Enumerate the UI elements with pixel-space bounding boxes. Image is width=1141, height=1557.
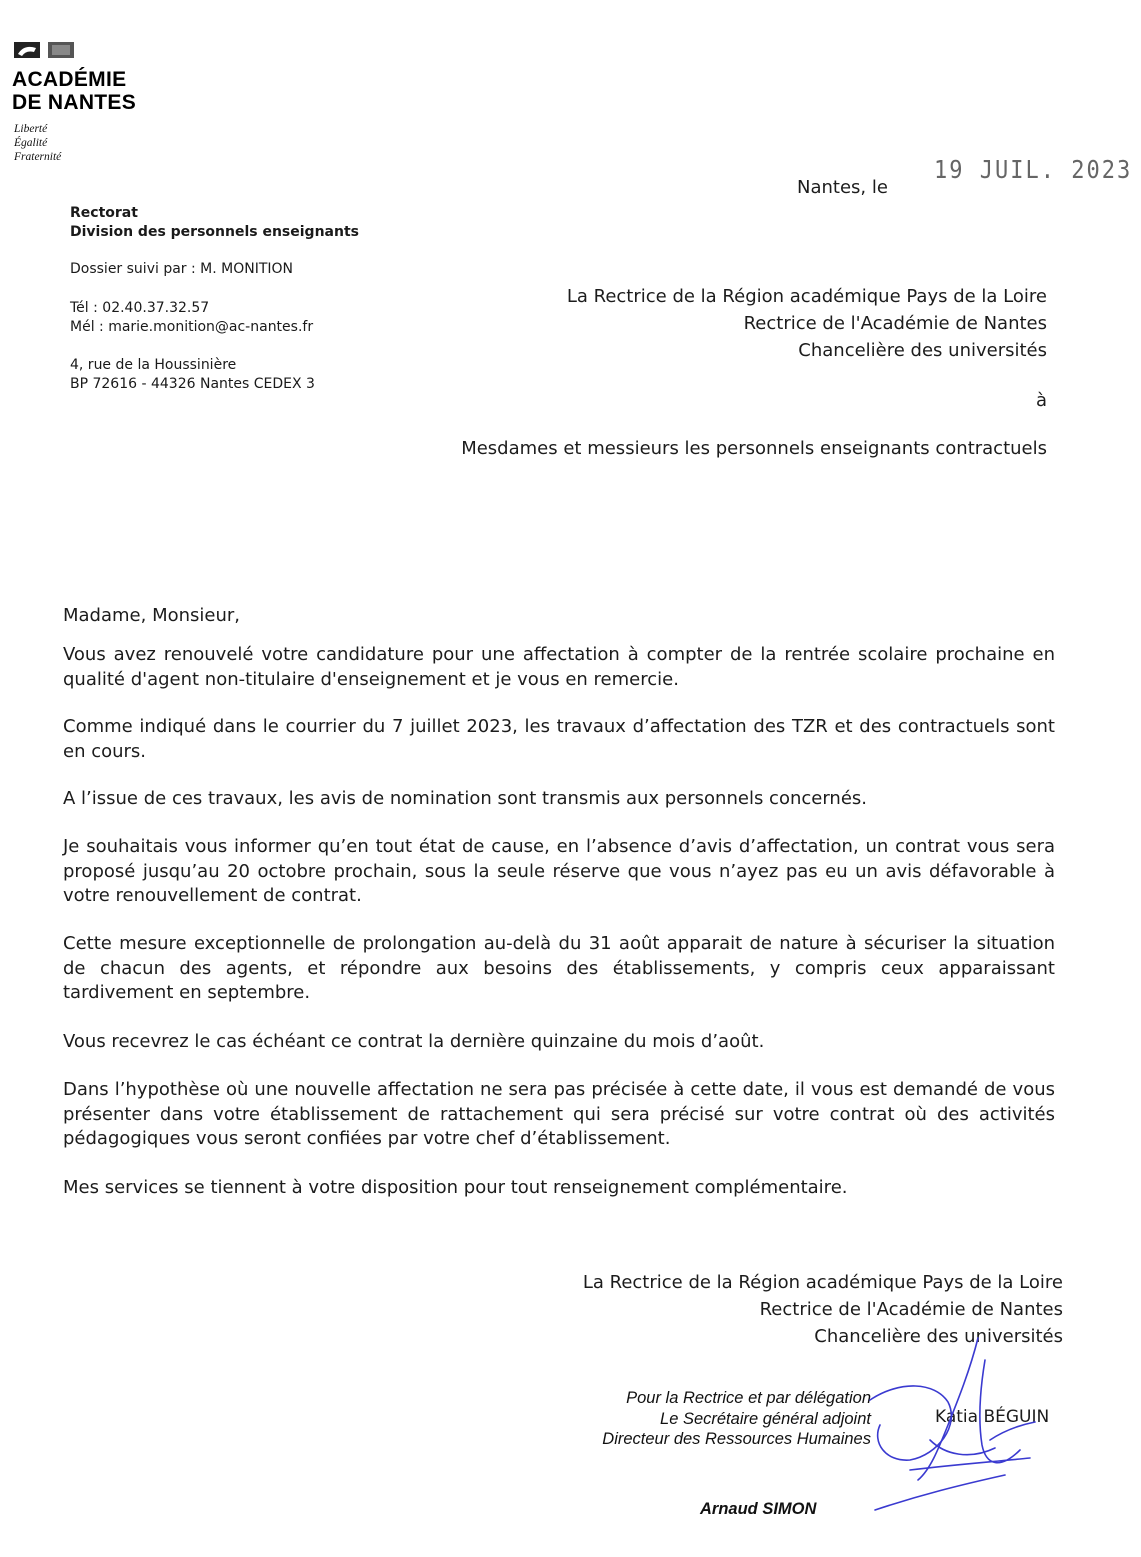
sender-address-line-1: 4, rue de la Houssinière [70, 357, 237, 373]
motto-egalite: Égalité [14, 137, 48, 149]
sender-address-line-2: BP 72616 - 44326 Nantes CEDEX 3 [70, 376, 315, 392]
sender-service: Rectorat [70, 205, 138, 221]
sender-phone: Tél : 02.40.37.32.57 [70, 300, 210, 316]
handwritten-signature-icon [830, 1330, 1060, 1530]
closing-line-1: La Rectrice de la Région académique Pays de la Loire [582, 1272, 1063, 1293]
closing-line-3: Chancelière des universités [814, 1326, 1063, 1347]
sender-dossier: Dossier suivi par : M. MONITION [70, 261, 294, 277]
motto-liberte: Liberté [14, 123, 48, 135]
paragraph-6: Vous recevrez le cas échéant ce contrat la dernière quinzaine du mois d’août. [63, 1031, 765, 1052]
delegation-line-1: Pour la Rectrice et par délégation [626, 1389, 871, 1407]
recipient-line: Mesdames et messieurs les personnels enseignants contractuels [461, 438, 1047, 459]
motto-fraternite: Fraternité [14, 151, 62, 163]
delegation-line-2: Le Secrétaire général adjoint [660, 1409, 871, 1428]
from-line-3: Chancelière des universités [798, 340, 1047, 361]
logo-line-2: DE NANTES [12, 91, 137, 114]
paragraph-3: A l’issue de ces travaux, les avis de nomination sont transmis aux personnels concernés. [63, 788, 867, 809]
paragraph-1: Vous avez renouvelé votre candidature pour une affectation à compter de la rentrée scolaire prochaine en qualité d'agent non-titulaire d'enseignement et je vous en remercie. [63, 644, 1055, 690]
date-label: Nantes, le [797, 177, 888, 198]
delegation-line-3: Directeur des Ressources Humaines [602, 1430, 871, 1448]
salutation: Madame, Monsieur, [63, 605, 241, 626]
sender-division: Division des personnels enseignants [70, 224, 359, 240]
academy-logo-text [12, 68, 136, 114]
from-line-2: Rectrice de l'Académie de Nantes [743, 313, 1047, 334]
paragraph-5: Cette mesure exceptionnelle de prolongation au-delà du 31 août apparait de nature à sécuriser la situation de chacun des agents, et répondre aux besoins des établissements, y compris ceux apparaissant tardivement en septembre. [63, 933, 1055, 1003]
paragraph-7: Dans l’hypothèse où une nouvelle affectation ne sera pas précisée à cette date, il vous est demandé de vous présenter dans votre établissement de rattachement qui sera précisé sur votre contrat où des activités pédagogiques vous seront confiées par votre chef d’établissement. [63, 1079, 1055, 1149]
republic-motto [14, 122, 61, 164]
closing-line-2: Rectrice de l'Académie de Nantes [759, 1299, 1063, 1320]
paragraph-8: Mes services se tiennent à votre disposition pour tout renseignement complémentaire. [63, 1177, 848, 1198]
sender-email: Mél : marie.monition@ac-nantes.fr [70, 319, 314, 335]
rectrice-name: Katia BÉGUIN [935, 1407, 1050, 1427]
paragraph-2: Comme indiqué dans le courrier du 7 juillet 2023, les travaux d’affectation des TZR et des contractuels sont en cours. [63, 716, 1055, 762]
from-line-1: La Rectrice de la Région académique Pays de la Loire [566, 286, 1047, 307]
logo-line-1: ACADÉMIE [12, 68, 127, 91]
paragraph-4: Je souhaitais vous informer qu’en tout état de cause, en l’absence d’avis d’affectation, un contrat vous sera proposé jusqu’au 20 octobre prochain, sous la seule réserve que vous n’ayez pas eu un avis défavorable à votre renouvellement de contrat. [63, 836, 1055, 906]
signatory-name: Arnaud SIMON [700, 1500, 817, 1518]
marianne-logo-icon [14, 40, 74, 60]
date-stamp: 19 JUIL. 2023 [934, 156, 1133, 185]
to-word: à [1035, 390, 1047, 411]
from-block [567, 283, 1047, 364]
